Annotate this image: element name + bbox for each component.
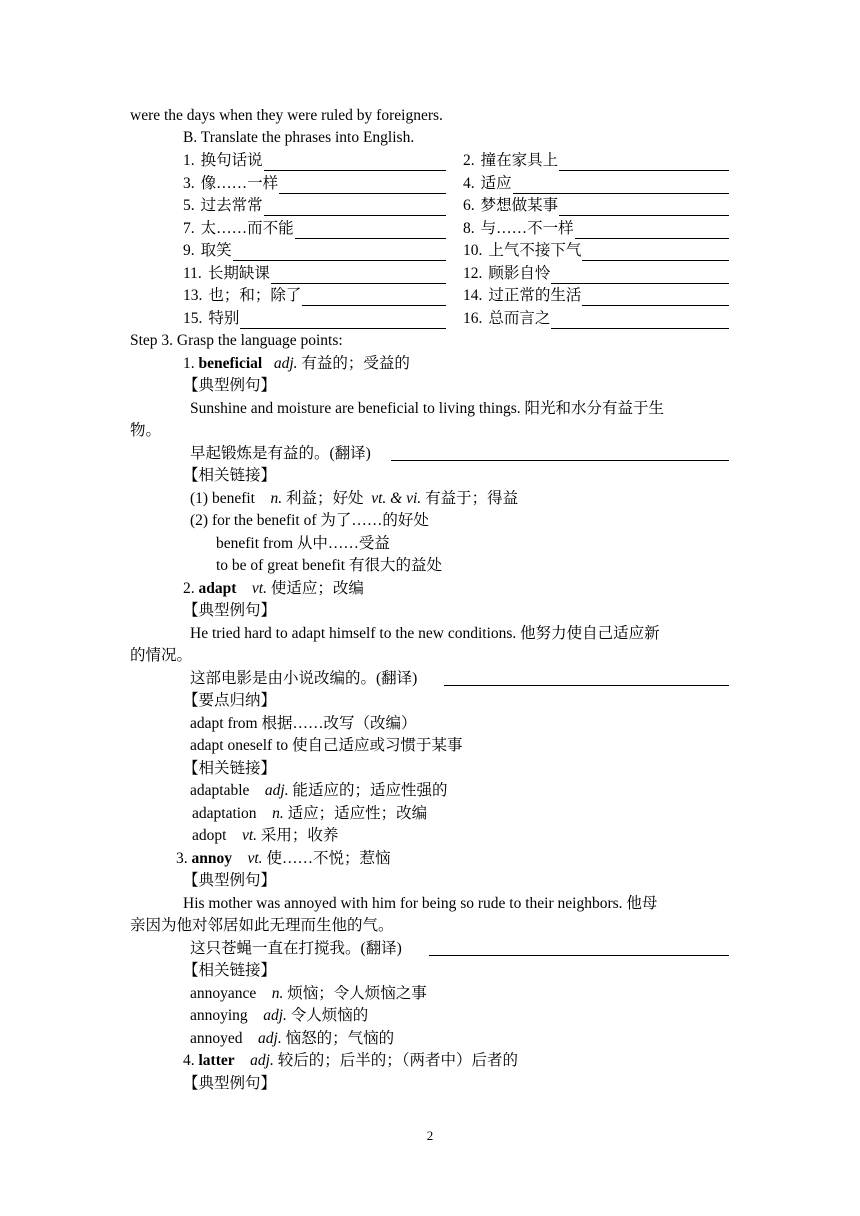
label-examples: 【典型例句】 — [183, 1075, 277, 1092]
phrase-number: 13. — [183, 287, 203, 304]
phrase-number: 12. — [463, 264, 483, 282]
answer-blank[interactable] — [271, 269, 446, 284]
word-entry-adapt — [183, 579, 364, 599]
answer-blank[interactable] — [295, 224, 446, 239]
word-number: 1. — [183, 355, 195, 372]
answer-blank[interactable] — [429, 941, 729, 956]
example-sentence: Sunshine and moisture are beneficial to living things. 阳光和水分有益于生 — [190, 400, 664, 417]
related-word: (1) benefit — [190, 490, 255, 507]
phrase-text: 撞在家具上 — [480, 152, 559, 169]
phrase-text: 过正常的生活 — [488, 287, 582, 304]
phrase-item — [183, 219, 446, 239]
translate-prompt: 这部电影是由小说改编的。(翻译) — [190, 670, 418, 687]
word-number: 3. — [176, 850, 188, 867]
phrase-text: 上气不接下气 — [488, 242, 582, 259]
phrase-item — [463, 309, 729, 329]
headword: annoy — [191, 850, 232, 867]
example-sentence: He tried hard to adapt himself to the new conditions. 他努力使自己适应新 — [190, 625, 660, 642]
section-b-heading: B. Translate the phrases into English. — [183, 129, 415, 146]
example-sentence: His mother was annoyed with him for being so rude to their neighbors. 他母 — [183, 895, 658, 912]
phrase-text: 也；和；除了 — [208, 287, 302, 304]
translate-prompt: 这只苍蝇一直在打搅我。(翻译) — [190, 940, 402, 957]
part-of-speech: adj. — [250, 1052, 274, 1069]
phrase-item — [183, 286, 446, 306]
part-of-speech: n. — [270, 490, 283, 507]
phrase-number: 6. — [463, 197, 475, 214]
related-meaning: 适应；适应性；改编 — [287, 805, 428, 822]
word-meaning: 使适应；改编 — [270, 580, 364, 597]
word-entry-latter — [183, 1051, 518, 1071]
phrase-number: 2. — [463, 152, 475, 169]
word-meaning: 较后的；后半的；（两者中）后者的 — [277, 1052, 518, 1069]
phrase-text: 太……而不能 — [200, 219, 294, 237]
answer-blank[interactable] — [444, 671, 729, 686]
answer-blank[interactable] — [302, 291, 446, 306]
phrase-item — [183, 241, 446, 261]
word-meaning: 有益的；受益的 — [301, 355, 410, 372]
summary-item: adapt oneself to 使自己适应或习惯于某事 — [190, 737, 463, 754]
phrase-number: 3. — [183, 174, 195, 192]
phrase-item — [183, 264, 446, 284]
answer-blank[interactable] — [551, 314, 729, 329]
word-entry-annoy — [176, 849, 390, 869]
related-meaning: 令人烦恼的 — [290, 1007, 369, 1024]
part-of-speech: n. — [271, 985, 284, 1002]
translate-prompt: 早起锻炼是有益的。(翻译) — [190, 445, 371, 462]
phrase-number: 16. — [463, 309, 483, 327]
related-word: annoyed — [190, 1030, 243, 1047]
phrase-number: 15. — [183, 309, 203, 327]
phrase-text: 换句话说 — [200, 152, 263, 169]
answer-blank[interactable] — [279, 179, 446, 194]
answer-blank[interactable] — [559, 201, 729, 216]
phrase-item — [183, 151, 446, 171]
related-phrase: benefit from 从中……受益 — [216, 535, 390, 552]
part-of-speech: vt. — [247, 850, 263, 867]
phrase-item — [463, 174, 729, 194]
related-adopt — [192, 826, 338, 846]
phrase-text: 总而言之 — [488, 309, 551, 327]
related-meaning: 能适应的；适应性强的 — [292, 782, 448, 799]
answer-blank[interactable] — [233, 246, 446, 261]
label-examples: 【典型例句】 — [183, 602, 277, 619]
related-meaning: 有益于；得益 — [425, 490, 519, 507]
related-adaptable — [190, 781, 447, 801]
headword: latter — [198, 1052, 235, 1069]
label-related: 【相关链接】 — [183, 760, 277, 777]
answer-blank[interactable] — [264, 156, 446, 171]
related-word: adaptable — [190, 782, 250, 799]
answer-blank[interactable] — [559, 156, 729, 171]
phrase-number: 8. — [463, 219, 475, 237]
phrase-text: 与……不一样 — [480, 219, 574, 237]
phrase-number: 11. — [183, 264, 202, 282]
related-word: adopt — [192, 827, 227, 844]
answer-blank[interactable] — [582, 246, 729, 261]
summary-item: adapt from 根据……改写（改编） — [190, 715, 417, 732]
word-meaning: 使……不悦；惹恼 — [266, 850, 391, 867]
phrase-item — [183, 196, 446, 216]
related-meaning: 烦恼；令人烦恼之事 — [287, 985, 427, 1002]
part-of-speech: vt. — [251, 580, 267, 597]
related-annoyed — [190, 1029, 394, 1049]
label-examples: 【典型例句】 — [183, 377, 277, 394]
related-annoyance — [190, 984, 427, 1004]
phrase-number: 4. — [463, 174, 475, 192]
phrase-text: 特别 — [208, 309, 240, 327]
related-word: annoying — [190, 1007, 248, 1024]
part-of-speech: vt. & vi. — [371, 490, 422, 507]
part-of-speech: n. — [272, 805, 284, 822]
phrase-item — [183, 174, 446, 194]
phrase-item — [463, 196, 729, 216]
example-sentence-continued: 的情况。 — [130, 647, 193, 664]
part-of-speech: adj. — [258, 1030, 282, 1047]
phrase-item — [463, 219, 729, 239]
word-number: 2. — [183, 580, 195, 597]
related-word: annoyance — [190, 985, 257, 1002]
word-entry-beneficial — [183, 354, 410, 374]
phrase-number: 5. — [183, 197, 195, 214]
related-benefit — [190, 489, 518, 509]
phrase-item — [463, 151, 729, 171]
label-related: 【相关链接】 — [183, 467, 277, 484]
phrase-text: 长期缺课 — [207, 264, 270, 282]
related-phrase: (2) for the benefit of 为了……的好处 — [190, 512, 429, 529]
phrase-text: 顾影自怜 — [488, 264, 551, 282]
related-meaning: 恼怒的；气恼的 — [285, 1030, 395, 1047]
part-of-speech: adj. — [264, 782, 289, 799]
part-of-speech: adj. — [263, 1007, 287, 1024]
intro-line: were the days when they were ruled by foreigners. — [130, 107, 443, 124]
related-meaning: 采用；收养 — [260, 827, 339, 844]
phrase-number: 7. — [183, 219, 195, 237]
part-of-speech: vt. — [241, 827, 257, 844]
phrase-item — [463, 286, 729, 306]
answer-blank[interactable] — [240, 314, 446, 329]
phrase-text: 适应 — [480, 174, 512, 192]
step3-heading: Step 3. Grasp the language points: — [130, 332, 343, 349]
label-summary: 【要点归纳】 — [183, 692, 277, 709]
phrase-text: 像……一样 — [200, 174, 279, 192]
related-phrase: to be of great benefit 有很大的益处 — [216, 557, 442, 574]
phrase-item — [463, 264, 729, 284]
headword: adapt — [198, 580, 237, 597]
related-word: adaptation — [192, 805, 257, 822]
example-sentence-continued: 亲因为他对邻居如此无理而生他的气。 — [130, 917, 394, 934]
label-examples: 【典型例句】 — [183, 872, 277, 889]
answer-blank[interactable] — [264, 201, 446, 216]
headword: beneficial — [198, 355, 263, 372]
related-annoying — [190, 1006, 368, 1026]
phrase-text: 过去常常 — [200, 197, 263, 214]
phrase-item — [463, 241, 729, 261]
phrase-number: 9. — [183, 242, 195, 259]
word-number: 4. — [183, 1052, 195, 1069]
label-related: 【相关链接】 — [183, 962, 277, 979]
phrase-number: 10. — [463, 242, 483, 259]
answer-blank[interactable] — [513, 179, 729, 194]
phrase-number: 1. — [183, 152, 195, 169]
example-sentence-continued: 物。 — [130, 422, 162, 439]
related-meaning: 利益；好处 — [285, 490, 364, 507]
phrase-item — [183, 309, 446, 329]
phrase-number: 14. — [463, 287, 483, 304]
related-adaptation — [192, 804, 427, 824]
part-of-speech: adj. — [273, 355, 298, 372]
answer-blank[interactable] — [575, 224, 729, 239]
answer-blank[interactable] — [551, 269, 729, 284]
answer-blank[interactable] — [391, 446, 729, 461]
answer-blank[interactable] — [582, 291, 729, 306]
page-number: 2 — [426, 1128, 434, 1143]
phrase-text: 取笑 — [200, 242, 232, 259]
phrase-text: 梦想做某事 — [480, 197, 559, 214]
